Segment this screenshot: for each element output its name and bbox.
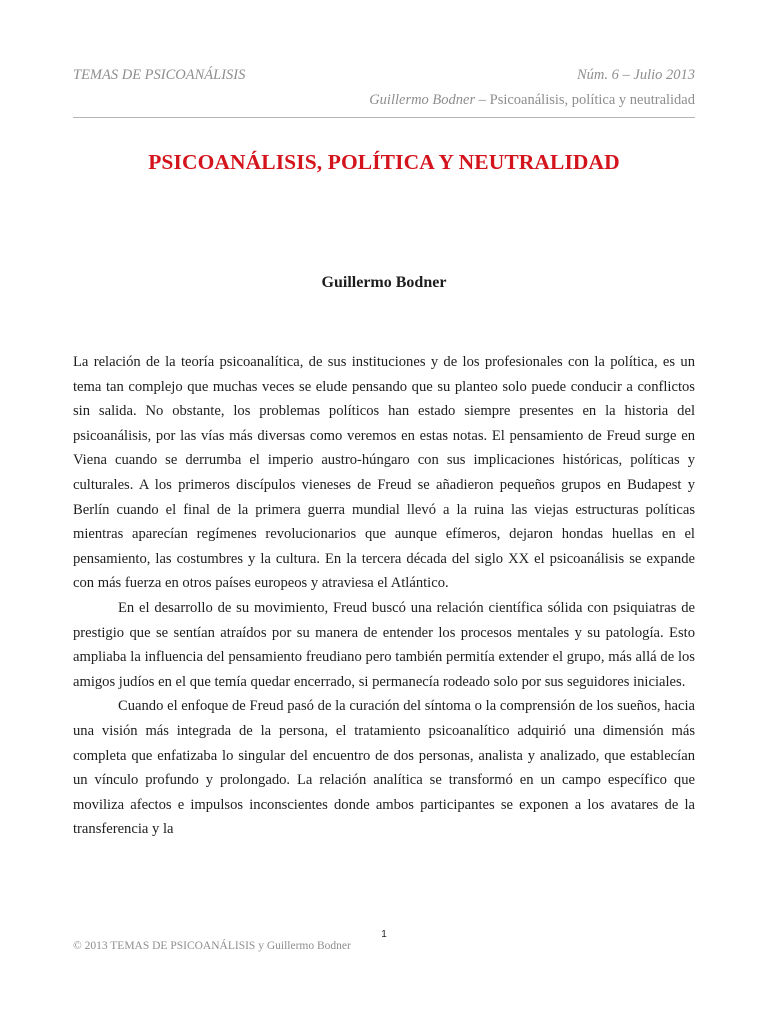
body-paragraph: En el desarrollo de su movimiento, Freud buscó una relación científica sólida con psiquiatras de prestigio que se sentían atraídos por su manera de entender los procesos mentales y su patología. Esto ampliaba la influencia del pensamiento freudiano pero también permitía extender el grupo, más allá de los amigos judíos en el que temía quedar encerrado, si permanecía rodeado solo por sus seguidores iniciales. bbox=[73, 599, 695, 690]
header-separator: – bbox=[475, 92, 490, 108]
body-paragraph: La relación de la teoría psicoanalítica, de sus instituciones y de los profesionales con la política, es un tema tan complejo que muchas veces se elude pensando que su planteo solo puede conducir a conflictos sin salida. No obstante, los problemas políticos han estado siempre presentes en la historia del psicoanálisis, por las vías más diversas como veremos en estas notas. El pensamiento de Freud surge en Viena cuando se derrumba el imperio austro-húngaro con sus implicaciones históricas, políticas y culturales. A los primeros discípulos vieneses de Freud se añadieron pequeños grupos en Budapest y Berlín cuando el final de la primera guerra mundial llevó a la ruina las viejas estructuras políticas mientras aparecían regímenes revolucionarios que aunque efímeros, dejaron hondas huellas en el pensamiento, las costumbres y la cultura. En la tercera década del siglo XX el psicoanálisis se expande con más fuerza en otros países europeos y atraviesa el Atlántico. bbox=[73, 354, 695, 592]
article-body bbox=[73, 350, 695, 842]
body-paragraph: Cuando el enfoque de Freud pasó de la curación del síntoma o la comprensión de los sueños, hacia una visión más integrada de la persona, el tratamiento psicoanalítico adquirió una dimensión más completa que enfatizaba lo singular del encuentro de dos personas, analista y analizado, que establecían un vínculo profundo y prolongado. La relación analítica se transformó en un campo específico que moviliza afectos e impulsos inconscientes donde ambos participantes se exponen a los avatares de la transferencia y la bbox=[73, 698, 695, 838]
running-header bbox=[73, 67, 695, 87]
header-divider bbox=[73, 117, 695, 118]
issue-info: Núm. 6 – Julio 2013 bbox=[576, 67, 695, 83]
article-author: Guillermo Bodner bbox=[321, 274, 447, 291]
header-article-title: Psicoanálisis, política y neutralidad bbox=[489, 92, 695, 108]
document-page bbox=[73, 0, 695, 1024]
journal-name: TEMAS DE PSICOANÁLISIS bbox=[73, 67, 246, 83]
running-header-article bbox=[73, 92, 695, 109]
page-number: 1 bbox=[381, 929, 387, 940]
article-title: PSICOANÁLISIS, POLÍTICA Y NEUTRALIDAD bbox=[148, 150, 620, 174]
header-author: Guillermo Bodner bbox=[369, 92, 476, 108]
copyright-footer: © 2013 TEMAS DE PSICOANÁLISIS y Guillermo Bodner bbox=[73, 940, 351, 952]
